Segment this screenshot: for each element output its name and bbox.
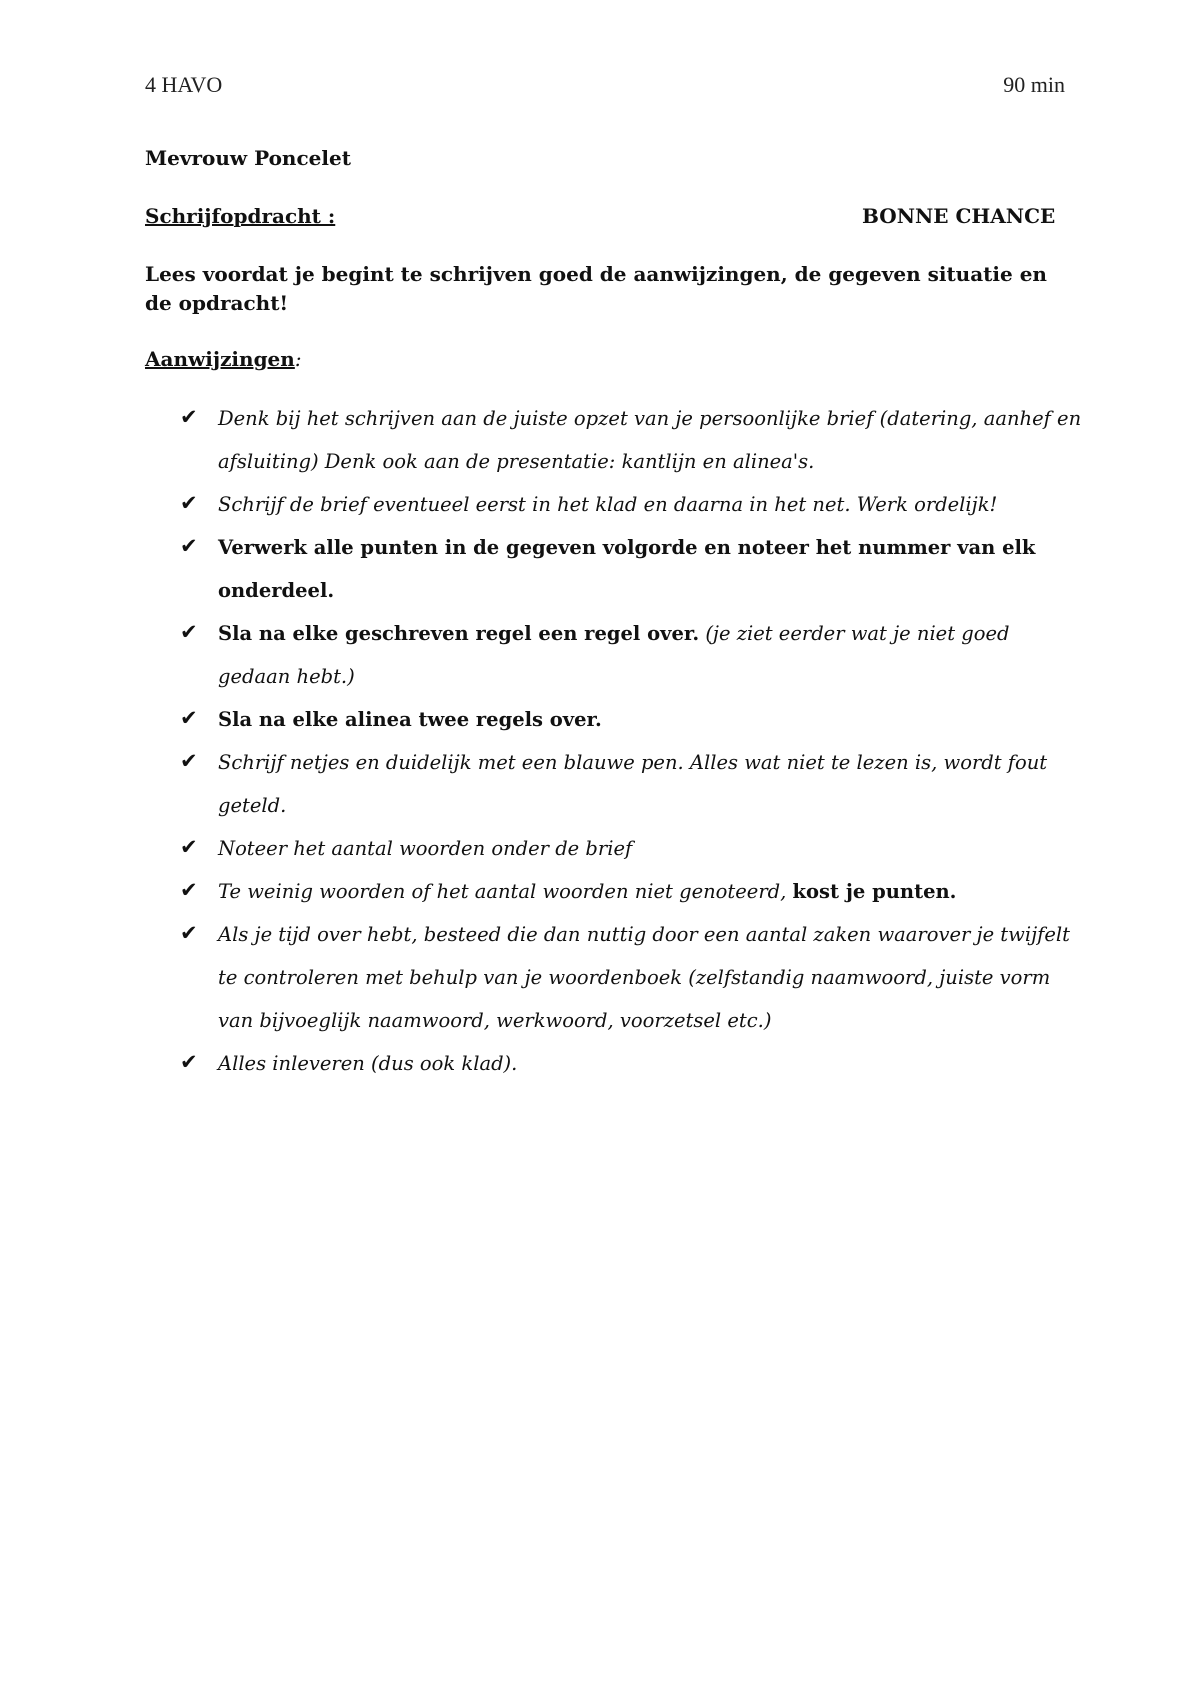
- checkmark-icon: ✔: [180, 491, 198, 515]
- teacher-name: Mevrouw Poncelet: [145, 146, 351, 170]
- checkmark-icon: ✔: [180, 878, 198, 902]
- duration: 90 min: [1003, 72, 1065, 97]
- checkmark-icon: ✔: [180, 749, 198, 773]
- item-text: Te weinig woorden of het aantal woorden niet genoteerd,: [218, 880, 793, 903]
- item-text: Denk bij het schrijven aan de juiste opzet van je persoonlijke brief (datering, aanhef en afsluiting) Denk ook aan de presentatie: kantlijn en alinea's.: [218, 407, 1082, 473]
- aanwijzingen-colon: :: [294, 347, 302, 371]
- assignment-label: Schrijfopdracht :: [145, 204, 336, 228]
- item-text: Verwerk alle punten in de gegeven volgorde en noteer het nummer van elk onderdeel.: [218, 536, 1036, 602]
- list-item: [145, 827, 1085, 870]
- item-text: Sla na elke alinea twee regels over.: [218, 708, 602, 731]
- list-item: [145, 612, 1085, 698]
- list-item: [145, 741, 1085, 827]
- item-text: Alles inleveren (dus ook klad).: [218, 1052, 518, 1075]
- intro-instruction: Lees voordat je begint te schrijven goed de aanwijzingen, de gegeven situatie en de opdracht!: [145, 262, 1047, 315]
- checkmark-icon: ✔: [180, 706, 198, 730]
- instruction-list: [145, 397, 1085, 1085]
- checkmark-icon: ✔: [180, 620, 198, 644]
- aanwijzingen-heading: [145, 347, 302, 371]
- list-item: [145, 1042, 1085, 1085]
- list-item: [145, 913, 1085, 1042]
- class-level: 4 HAVO: [145, 72, 223, 97]
- checkmark-icon: ✔: [180, 1050, 198, 1074]
- checkmark-icon: ✔: [180, 405, 198, 429]
- checkmark-icon: ✔: [180, 921, 198, 945]
- item-text: Schrijf de brief eventueel eerst in het klad en daarna in het net. Werk ordelijk!: [218, 493, 998, 516]
- item-text: Noteer het aantal woorden onder de brief: [218, 837, 633, 860]
- aanwijzingen-label: Aanwijzingen: [145, 347, 295, 371]
- list-item: [145, 526, 1085, 612]
- list-item: [145, 870, 1085, 913]
- item-text-emphasis: kost je punten.: [792, 880, 957, 903]
- checkmark-icon: ✔: [180, 835, 198, 859]
- list-item: [145, 483, 1085, 526]
- item-text: Schrijf netjes en duidelijk met een blauwe pen. Alles wat niet te lezen is, wordt fout geteld.: [218, 751, 1048, 817]
- list-item: [145, 397, 1085, 483]
- item-text: Als je tijd over hebt, besteed die dan nuttig door een aantal zaken waarover je twijfelt te controleren met behulp van je woordenboek (zelfstandig naamwoord, juiste vorm van bijvoeglijk naamwoord, werkwoord, voorzetsel etc.): [218, 923, 1070, 1032]
- item-text-note: (je ziet eerder wat je niet goed gedaan hebt.): [218, 622, 1010, 688]
- list-item: [145, 698, 1085, 741]
- checkmark-icon: ✔: [180, 534, 198, 558]
- bonne-chance: BONNE CHANCE: [862, 204, 1056, 228]
- item-text: Sla na elke geschreven regel een regel over.: [218, 622, 700, 645]
